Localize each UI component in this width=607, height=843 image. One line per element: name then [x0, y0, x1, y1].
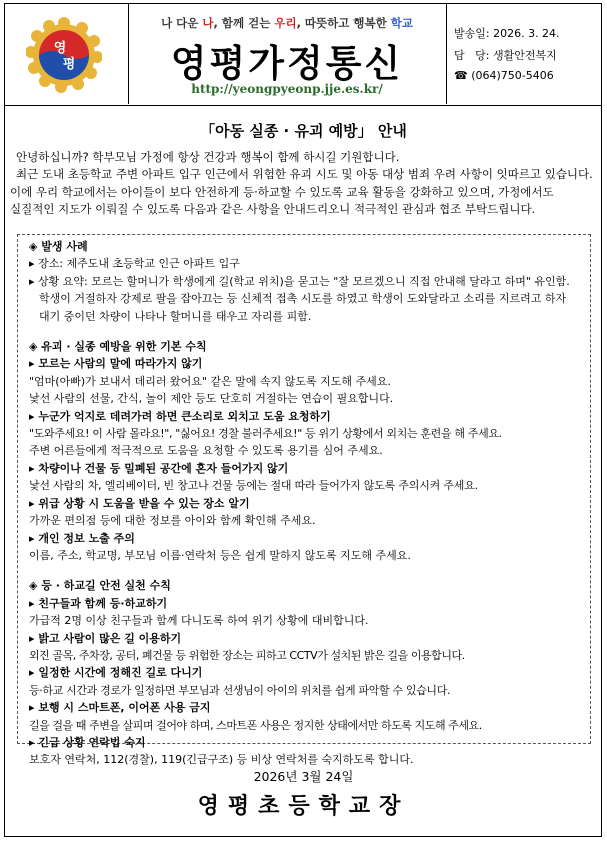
commute-title: ▸ 일정한 시간에 정해진 길로 다니기 — [29, 666, 203, 680]
slogan-part: 나 다운 — [161, 16, 203, 30]
newsletter-header — [4, 3, 602, 106]
commute-title: ▸ 보행 시 스마트폰, 이어폰 사용 금지 — [29, 701, 211, 715]
commute-text: 보호자 연락처, 112(경찰), 119(긴급구조) 등 비상 연락처를 숙지하도록 합니다. — [29, 753, 414, 767]
slogan-part: 우리 — [274, 16, 297, 30]
phone-number: ☎ (064)750-5406 — [454, 69, 554, 82]
commute-title: ▸ 친구들과 함께 등·하교하기 — [29, 596, 168, 610]
school-url-link[interactable]: http://yeongpyeonp.jje.es.kr/ — [191, 82, 383, 96]
commute-title: ▸ 긴급 상황 연락법 숙지 — [29, 735, 146, 749]
school-signature: 영평초등학교장 — [197, 794, 410, 819]
issue-date: 발송일: 2026. 3. 24. — [454, 27, 560, 40]
intro-body: 최근 도내 초등학교 주변 아파트 입구 인근에서 위험한 유괴 시도 및 아동 대상 범죄 우려 사항이 잇따르고 있습니다. 이에 우리 학교에서는 아이들이 보다 안전하게 등·하교할 수 있도록 교육 활동을 강화하고 있으며, 가정에서도 실질적인 지도가 이뤄질 수 있도록 다음과 같은 사항을 안내드리오니 적극적인 관심과 협조 부탁드립니다. — [10, 167, 593, 216]
commute-text: 가급적 2명 이상 친구들과 함께 다니도록 하여 위기 상황에 대비합니다. — [29, 614, 369, 628]
rule-text: 이름, 주소, 학교명, 부모님 이름·연락처 등은 쉽게 말하지 않도록 지도해 주세요. — [29, 548, 411, 562]
commute-text: 외진 골목, 주차장, 공터, 폐건물 등 위험한 장소는 피하고 CCTV가 설치된 밝은 길을 이용합니다. — [29, 648, 465, 662]
intro-greeting: 안녕하십니까? 학부모님 가정에 항상 건강과 행복이 함께 하시길 기원합니다. — [16, 150, 400, 164]
rule-title: ▸ 개인 정보 노출 주의 — [29, 531, 135, 545]
rule-text: 낯선 사람의 차, 엘리베이터, 빈 창고나 건물 등에는 절대 따라 들어가지 않도록 주의시켜 주세요. — [29, 479, 478, 493]
rule-text: 가까운 편의점 등에 대한 정보를 아이와 함께 확인해 주세요. — [29, 514, 316, 528]
slogan-part: , 따뜻하고 행복한 — [296, 16, 391, 30]
section-heading-incident: ◈ 발생 사례 — [29, 240, 88, 253]
rule-title: ▸ 차량이나 건물 등 밀폐된 공간에 혼자 들어가지 않기 — [29, 461, 289, 475]
rule-text: 주변 어른들에게 적극적으로 도움을 요청할 수 있도록 용기를 심어 주세요. — [29, 444, 383, 458]
issue-footer-date: 2026년 3월 24일 — [253, 769, 354, 784]
slogan-part: 학교 — [390, 16, 413, 30]
newsletter-title: 영평가정통신 — [170, 42, 404, 85]
commute-text: 등·하교 시간과 경로가 일정하면 부모님과 선생님이 아이의 위치를 쉽게 파악할 수 있습니다. — [29, 683, 451, 697]
notice-title: 「아동 실종 · 유괴 예방」 안내 — [200, 122, 407, 140]
section-heading-rules: ◈ 유괴 · 실종 예방을 위한 기본 수칙 — [29, 340, 207, 354]
incident-summary: ▸ 상황 요약: 모르는 할머니가 학생에게 길(학교 위치)을 묻고는 "잘 모르겠으니 직접 안내해 달라고 하며" 유인함. 학생이 거절하자 강제로 팔을 잡아끄는 등 신체적 접촉 시도를 하였고 학생이 도와달라고 소리를 지르려고 하자 대기 중이던 차량이 나타나 할머니를 태우고 자리를 피함. — [29, 274, 570, 323]
rule-title: ▸ 누군가 억지로 데려가려 하면 큰소리로 외치고 도움 요청하기 — [29, 409, 331, 423]
slogan-part: , 함께 걷는 — [213, 16, 275, 30]
commute-text: 길을 걸을 때 주변을 살피며 걸어야 하며, 스마트폰 사용은 정지한 상태에서만 하도록 지도해 주세요. — [29, 718, 482, 732]
rule-text: "엄마(아빠)가 보내서 데리러 왔어요" 같은 말에 속지 않도록 지도해 주세요. — [29, 374, 391, 388]
intro-text — [10, 149, 596, 218]
contact-person: 담 당: 생활안전복지 — [454, 49, 557, 62]
commute-title: ▸ 밝고 사람이 많은 길 이용하기 — [29, 631, 182, 645]
rule-title: ▸ 위급 상황 시 도움을 받을 수 있는 장소 알기 — [29, 496, 250, 510]
content-sections — [29, 238, 584, 769]
title-cell — [128, 3, 447, 104]
incident-place: ▸ 장소: 제주도내 초등학교 인근 아파트 입구 — [29, 257, 240, 271]
logo-cell — [4, 3, 129, 104]
rule-text: "도와주세요! 이 사람 몰라요!", "싫어요! 경찰 불러주세요!" 등 위기 상황에서 외치는 훈련을 해 주세요. — [29, 427, 502, 441]
info-cell — [446, 3, 602, 104]
logo-text-bottom: 평 — [62, 57, 76, 72]
slogan — [128, 15, 446, 31]
slogan-part: 나 — [202, 16, 214, 30]
rule-title: ▸ 모르는 사람의 말에 따라가지 않기 — [29, 357, 203, 371]
rule-text: 낯선 사람의 선물, 간식, 놀이 제안 등도 단호히 거절하는 연습이 필요합니다. — [29, 392, 394, 406]
logo-label — [4, 3, 128, 104]
logo-text-top: 영 — [53, 41, 67, 56]
section-heading-commute: ◈ 등 · 하교길 안전 실천 수칙 — [29, 579, 171, 593]
